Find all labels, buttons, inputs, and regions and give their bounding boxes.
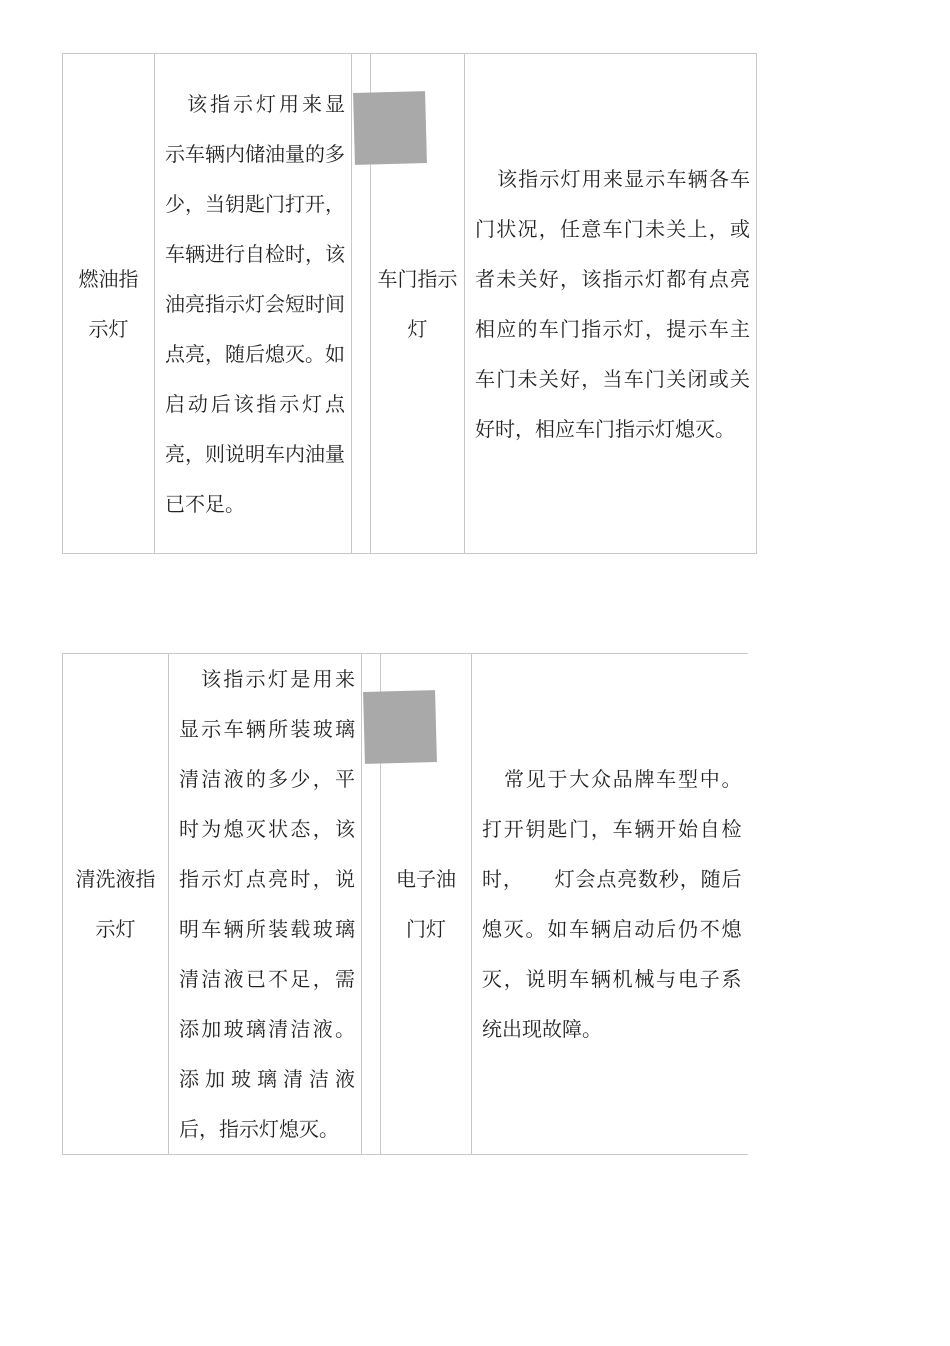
table-row [63,654,748,1155]
indicator-name: 车门指示灯 [377,266,458,341]
indicator-table-washer-throttle [62,653,748,1155]
description-part-1: 常见于大众品牌车型中。打开钥匙门，车辆开始自检时， [482,767,742,891]
indicator-description-cell [472,654,748,1155]
indicator-description [482,754,742,1054]
indicator-image-placeholder [353,91,427,165]
icon-cell [352,54,371,554]
inline-icon-gap [524,867,554,891]
indicator-name-cell [63,654,169,1155]
indicator-description-cell [465,54,757,554]
indicator-table-fuel-door [62,53,757,554]
description-part-2: 灯会点亮数秒，随后熄灭。如车辆启动后仍不熄灭，说明车辆机械与电子系统出现故障。 [482,867,742,1041]
indicator-description-cell [155,54,352,554]
indicator-name: 燃油指示灯 [78,266,139,341]
indicator-description: 该指示灯用来显示车辆内储油量的多少，当钥匙门打开，车辆进行自检时，该油亮指示灯会短时间点亮，随后熄灭。如启动后该指示灯点亮，则说明车内油量已不足。 [165,91,345,516]
indicator-description: 该指示灯是用来显示车辆所装玻璃清洁液的多少，平时为熄灭状态，该指示灯点亮时，说明车辆所装载玻璃清洁液已不足，需添加玻璃清洁液。添加玻璃清洁液后，指示灯熄灭。 [179,667,355,1141]
indicator-description-cell [169,654,362,1155]
table-row [63,54,757,554]
indicator-description: 该指示灯用来显示车辆各车门状况，任意车门未关上，或者未关好，该指示灯都有点亮相应的车门指示灯，提示车主车门未关好，当车门关闭或关好时，相应车门指示灯熄灭。 [475,166,750,441]
indicator-name: 清洗液指示灯 [75,867,156,941]
indicator-image-placeholder [363,690,437,764]
icon-cell [362,654,381,1155]
indicator-name-cell [63,54,155,554]
indicator-name: 电子油门灯 [396,867,456,941]
